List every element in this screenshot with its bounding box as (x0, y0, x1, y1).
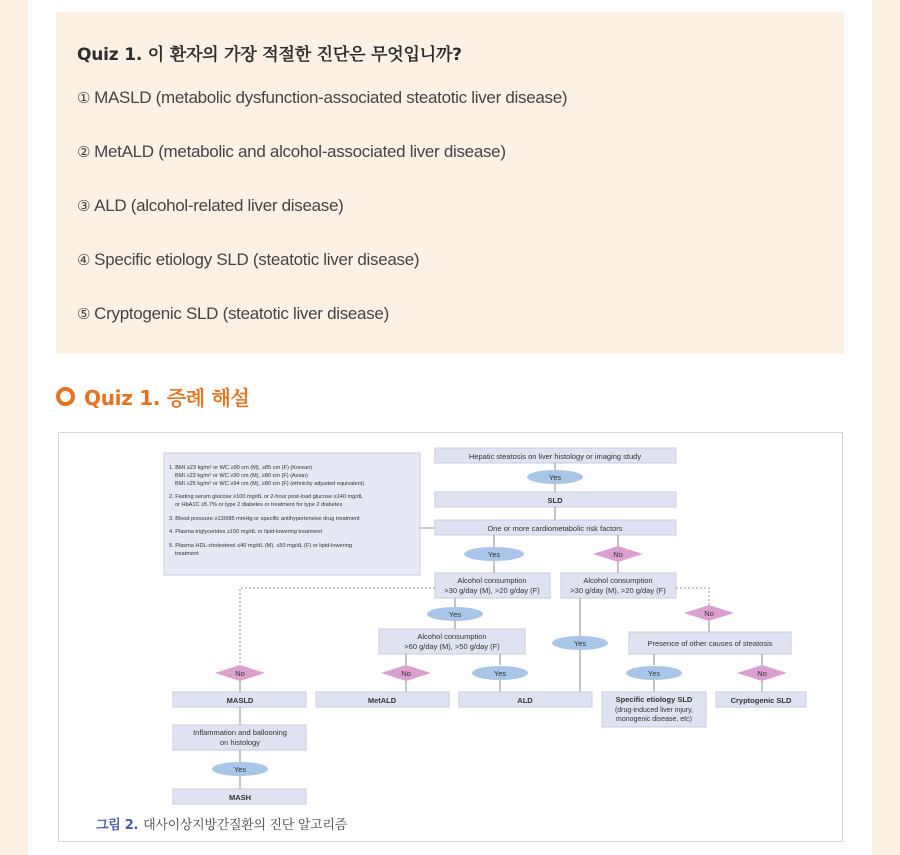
yes-label: Yes (573, 639, 587, 648)
algorithm-figure (58, 432, 843, 842)
criteria-box (164, 453, 420, 575)
option-text: Cryptogenic SLD (steatotic liver disease) (94, 304, 389, 323)
option-text: MetALD (metabolic and alcohol-associated liver disease) (94, 142, 506, 161)
flowchart (59, 433, 844, 843)
quiz-option-3[interactable] (77, 196, 344, 216)
no-label: No (757, 669, 767, 678)
node-specific-line2: (drug-induced liver injury, (614, 707, 694, 714)
option-number: ⑤ (77, 305, 91, 323)
node-alcohol-1-line1: Alcohol consumption (457, 576, 527, 585)
criteria-line: 5. Plasma HDL-cholesterol ≤40 mg/dL (M), ≤50 mg/dL (F) or lipid-lowering (169, 543, 352, 549)
node-ald-label: ALD (517, 696, 533, 705)
node-alcohol-3-line2: >60 g/day (M), >50 g/day (F) (404, 642, 500, 651)
node-sld-label: SLD (547, 496, 563, 505)
node-risk-label: One or more cardiometabolic risk factors (487, 524, 623, 533)
section-title: Quiz 1. 증례 해설 (84, 385, 250, 410)
option-number: ① (77, 89, 91, 107)
no-label: No (613, 550, 623, 559)
ring-icon (56, 387, 75, 406)
criteria-line: 2. Fasting serum glucose ≥100 mg/dL or 2-hour post-load glucose ≥140 mg/dL (169, 494, 364, 500)
node-alcohol-3-line1: Alcohol consumption (417, 632, 487, 641)
node-alcohol-1-line2: >30 g/day (M), >20 g/day (F) (444, 586, 540, 595)
node-alcohol-2-line2: >30 g/day (M), >20 g/day (F) (570, 586, 666, 595)
page-margin-left (0, 0, 28, 855)
no-label: No (235, 669, 245, 678)
criteria-line: treatment (175, 551, 199, 557)
figure-caption-text: 대사이상지방간질환의 진단 알고리즘 (143, 818, 347, 833)
option-text: Specific etiology SLD (steatotic liver disease) (94, 250, 420, 269)
quiz-option-4[interactable] (77, 250, 419, 270)
yes-label: Yes (493, 669, 507, 678)
figure-caption (96, 814, 347, 833)
no-label: No (401, 669, 411, 678)
node-masld-label: MASLD (226, 696, 254, 705)
node-other-causes-label: Presence of other causes of steatosis (647, 639, 773, 648)
yes-label: Yes (647, 669, 661, 678)
criteria-line: 3. Blood pressure ≥130/85 mmHg or specific antihypertensive drug treatment (169, 516, 360, 522)
section-heading (56, 383, 250, 409)
criteria-line: BMI ≥23 kg/m² or WC ≥90 cm (M), ≥80 cm (F) (Asian) (175, 473, 308, 479)
node-cryptogenic-label: Cryptogenic SLD (730, 696, 792, 705)
quiz-option-2[interactable] (77, 142, 506, 162)
yes-label: Yes (448, 610, 462, 619)
criteria-line: or HbA1C ≥5.7% or type 2 diabetes or treatment for type 2 diabetes (175, 502, 343, 508)
yes-label: Yes (487, 550, 501, 559)
option-number: ④ (77, 251, 91, 269)
node-alcohol-2-line1: Alcohol consumption (583, 576, 653, 585)
option-number: ③ (77, 197, 91, 215)
node-steatosis-label: Hepatic steatosis on liver histology or imaging study (468, 452, 642, 461)
criteria-line: BMI ≥25 kg/m² or WC ≥94 cm (M), ≥80 cm (F) (ethnicity adjusted equivalent) (175, 481, 365, 487)
figure-number: 그림 2. (96, 818, 139, 833)
quiz-option-5[interactable] (77, 304, 389, 324)
criteria-line: 1. BMI ≥23 kg/m² or WC ≥90 cm (M), ≥85 cm (F) (Korean) (169, 465, 313, 471)
option-text: ALD (alcohol-related liver disease) (94, 196, 344, 215)
node-inflammation-line1: Inflammation and ballooning (193, 728, 287, 737)
quiz-title: Quiz 1. 이 환자의 가장 적절한 진단은 무엇입니까? (77, 45, 462, 65)
yes-label: Yes (548, 473, 562, 482)
node-inflammation-line2: on histology (219, 738, 261, 747)
no-label: No (704, 609, 714, 618)
quiz-option-1[interactable] (77, 88, 567, 108)
node-mash-label: MASH (228, 793, 252, 802)
option-text: MASLD (metabolic dysfunction-associated steatotic liver disease) (94, 88, 568, 107)
node-specific-line1: Specific etiology SLD (615, 695, 693, 704)
page-margin-right (872, 0, 900, 855)
option-number: ② (77, 143, 91, 161)
node-metald-label: MetALD (367, 696, 397, 705)
node-specific-line3: monogenic disease, etc) (616, 716, 692, 723)
quiz-box (56, 12, 844, 354)
criteria-line: 4. Plasma triglycerides ≥150 mg/dL or lipid-lowering treatment (169, 529, 323, 535)
content-area (28, 0, 872, 855)
yes-label: Yes (233, 765, 247, 774)
